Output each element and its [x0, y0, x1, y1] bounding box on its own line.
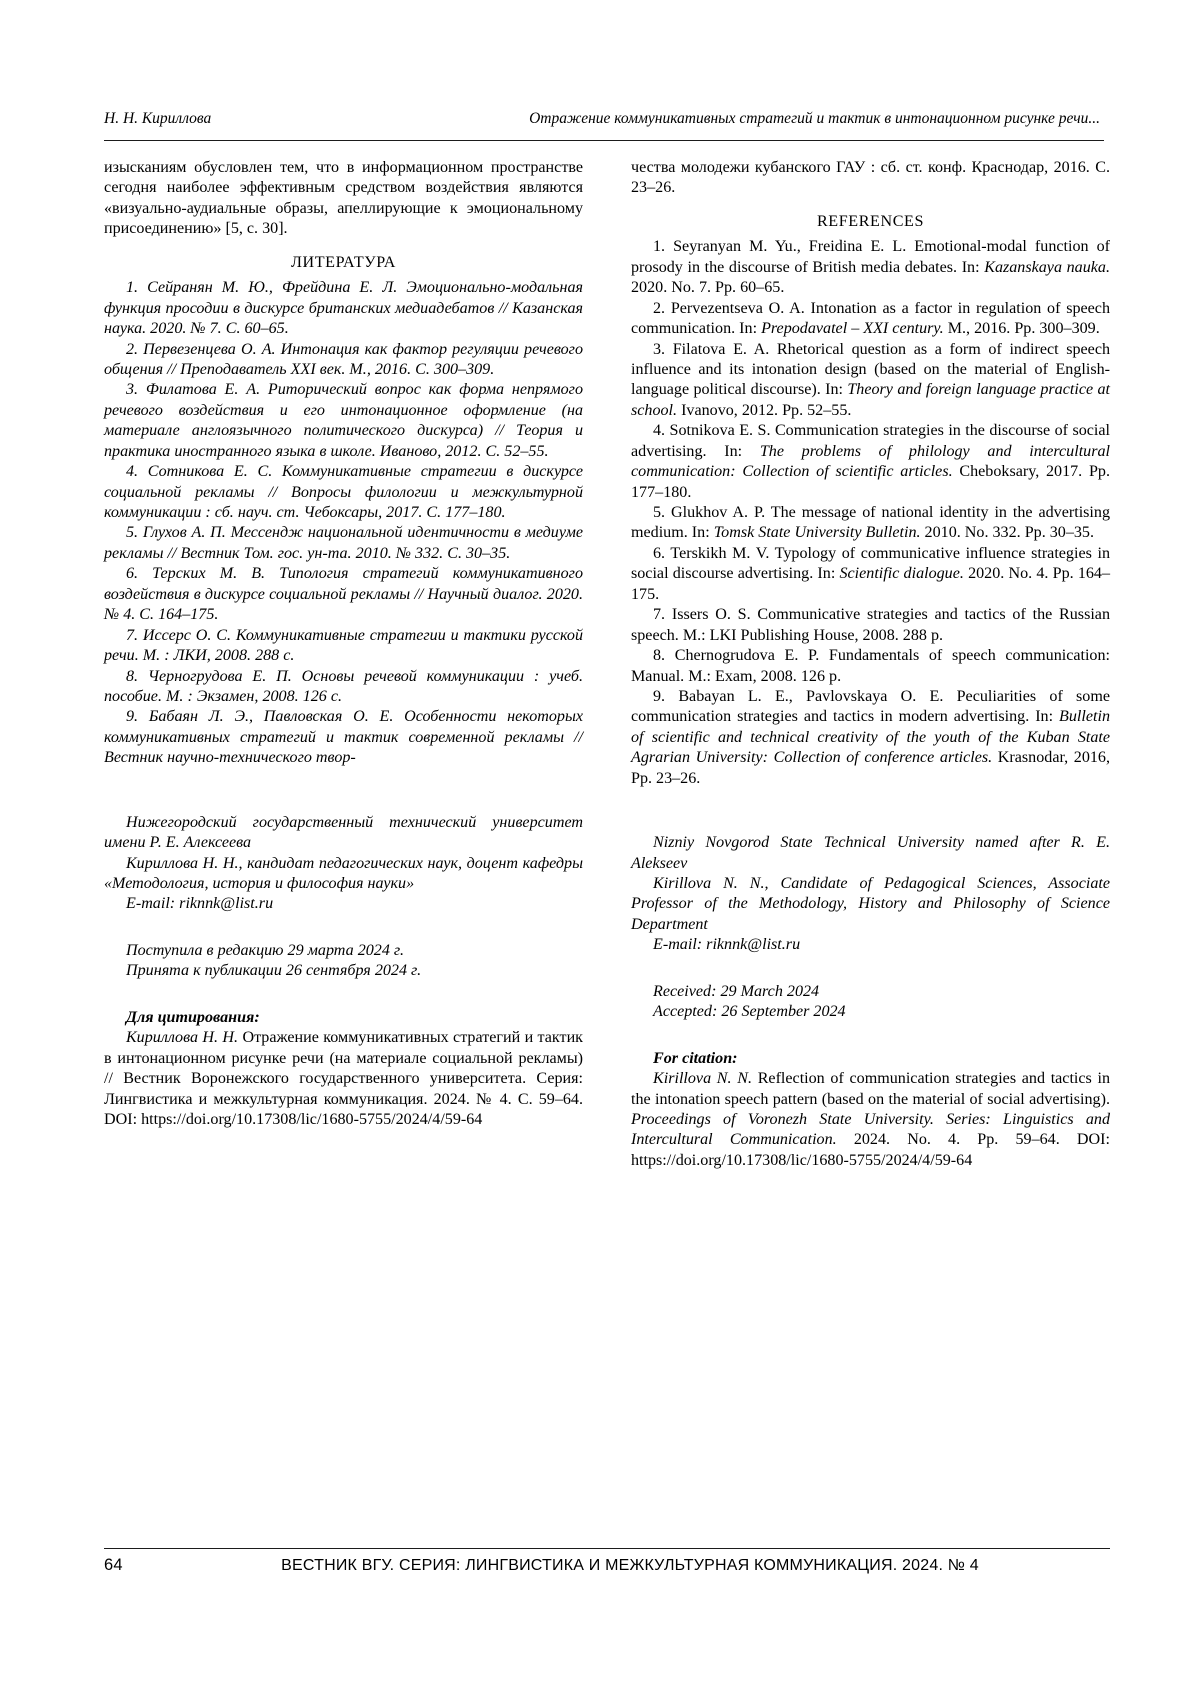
reference-item: [631, 646, 1110, 687]
reference-number: 8.: [653, 647, 675, 665]
reference-item: [631, 687, 1110, 789]
header-rule: [104, 140, 1104, 141]
reference-tail: Cheboksary, 2017. Pp. 177–180.: [631, 463, 1110, 501]
reference-item: [631, 340, 1110, 422]
references-heading-en: REFERENCES: [816, 212, 925, 230]
right-affiliation-block: [631, 833, 1110, 956]
reference-tail: 2020. No. 4. Pp. 164–175.: [631, 565, 1111, 603]
left-dates-block: [104, 941, 583, 982]
reference-item: 3. Филатова Е. А. Риторический вопрос как форма непрямого речевого воздействия и его интонационное оформление (на материале англоязычного политического дискурса) // Теория и практика иностранного языка в школе. Иваново, 2012. С. 52–55.: [104, 381, 583, 460]
citation-body-en-2: 2024. No. 4. Pp. 59–64. DOI: https://doi.org/10.17308/lic/1680-5755/2024/4/59-64: [631, 1131, 1110, 1169]
reference-text: Pervezentseva O. A. Intonation as a factor in regulation of speech communication. In:: [631, 299, 1110, 338]
date-accepted: Accepted: 26 September 2024: [653, 1003, 846, 1021]
reference-text: Chernogrudova E. P. Fundamentals of speech communication: Manual. M.: Exam, 2008. 126 p.: [631, 647, 1111, 685]
reference-source: Bulletin of scientific and technical creativity of the youth of the Kuban State Agrarian University: Collection of conference articles.: [631, 708, 1110, 767]
date-received: Received: 29 March 2024: [653, 982, 820, 1000]
reference-number: 2.: [653, 299, 671, 317]
right-column: [631, 158, 1110, 1171]
page-footer: [104, 1556, 1110, 1575]
affiliation-author: Kirillova N. N., Candidate of Pedagogical Sciences, Associate Professor of the Methodology, History and Philosophy of Science Department: [631, 875, 1110, 933]
citation-text-ru: [104, 1028, 583, 1130]
reference-tail: Ivanovo, 2012. Pp. 52–55.: [677, 401, 852, 419]
reference-number: 3.: [653, 340, 673, 358]
reference-item: 9. Бабаян Л. Э., Павловская О. Е. Особенности некоторых коммуникативных стратегий и тактик современной рекламы // Вестник научно-технического твор-: [104, 708, 583, 767]
right-continuation-paragraph: чества молодежи кубанского ГАУ : сб. ст. конф. Краснодар, 2016. С. 23–26.: [631, 159, 1110, 197]
reference-number: 1.: [653, 238, 674, 256]
reference-item: 2. Первезенцева О. А. Интонация как фактор регуляции речевого общения // Преподаватель XXI век. М., 2016. С. 300–309.: [104, 340, 583, 378]
reference-tail: 2020. No. 7. Pp. 60–65.: [631, 279, 785, 297]
reference-source: Kazanskaya nauka.: [984, 258, 1110, 276]
reference-number: 5.: [653, 504, 672, 521]
reference-item: 8. Черногрудова Е. П. Основы речевой коммуникации : учеб. пособие. М. : Экзамен, 2008. 126 с.: [104, 667, 583, 705]
reference-source: Theory and foreign language practice at school.: [631, 381, 1110, 419]
citation-heading-en: For citation:: [653, 1049, 738, 1067]
right-dates-block: [631, 982, 1110, 1023]
affiliation-email: E-mail: riknnk@list.ru: [126, 895, 274, 913]
date-received: Поступила в редакцию 29 марта 2024 г.: [126, 941, 404, 959]
page-number: 64: [104, 1556, 123, 1574]
left-affiliation-block: [104, 813, 583, 915]
footer-journal-line: ВЕСТНИК ВГУ. СЕРИЯ: ЛИНГВИСТИКА И МЕЖКУЛЬТУРНАЯ КОММУНИКАЦИЯ. 2024. № 4: [281, 1557, 979, 1574]
citation-author-ru: Кириллова Н. Н.: [126, 1029, 239, 1047]
reference-text: Babayan L. E., Pavlovskaya O. E. Peculiarities of some communication strategies and tactics in modern advertising. In:: [631, 687, 1111, 726]
reference-number: 6.: [653, 544, 671, 562]
reference-item: [631, 544, 1110, 605]
reference-item: 5. Глухов А. П. Мессендж национальной идентичности в медиуме рекламы // Вестник Том. гос. ун-та. 2010. № 332. С. 30–35.: [104, 524, 583, 562]
header-running-title: Отражение коммуникативных стратегий и тактик в интонационном рисунке речи...: [529, 110, 1100, 127]
reference-number: 7.: [653, 606, 672, 624]
reference-text: Sotnikova E. S. Communication strategies in the discourse of social advertising. In:: [631, 422, 1110, 460]
reference-text: Glukhov A. P. The message of national identity in the advertising medium. In:: [631, 504, 1111, 542]
reference-text: Issers O. S. Communicative strategies and tactics of the Russian speech. M.: LKI Publishing House, 2008. 288 p.: [631, 606, 1110, 644]
citation-author-en: Kirillova N. N.: [653, 1070, 753, 1088]
affiliation-institution: Nizniy Novgorod State Technical University named after R. E. Alekseev: [631, 834, 1110, 872]
reference-item: 4. Сотникова Е. С. Коммуникативные стратегии в дискурсе социальной рекламы // Вопросы филологии и межкультурной коммуникации : сб. науч. ст. Чебоксары, 2017. С. 177–180.: [104, 463, 583, 521]
left-continuation-paragraph: изысканиям обусловлен тем, что в информационном пространстве сегодня наиболее эффективным средством воздействия являются «визуально-аудиальные образы, апеллирующие к эмоциональному присоединению» [5, с. 30].: [104, 159, 583, 238]
reference-number: 9.: [653, 687, 679, 705]
affiliation-institution: Нижегородский государственный технический университет имени Р. Е. Алексеева: [104, 813, 583, 852]
reference-item: 1. Сейранян М. Ю., Фрейдина Е. Л. Эмоционально-модальная функция просодии в дискурсе британских медиадебатов // Казанская наука. 2020. № 7. С. 60–65.: [104, 279, 583, 338]
affiliation-author: Кириллова Н. Н., кандидат педагогических наук, доцент кафедры «Методология, история и философия науки»: [104, 854, 583, 892]
reference-source: The problems of philology and intercultural communication: Collection of scientific articles.: [631, 442, 1110, 481]
reference-tail: 2010. No. 332. Pp. 30–35.: [920, 524, 1094, 542]
right-citation-block: [631, 1049, 1110, 1172]
citation-source-en: Proceedings of Voronezh State University. Series: Linguistics and Intercultural Communication.: [631, 1110, 1110, 1149]
references-heading-ru: ЛИТЕРАТУРА: [290, 253, 397, 271]
citation-heading-ru: Для цитирования:: [126, 1008, 260, 1026]
reference-text: Seyranyan M. Yu., Freidina E. L. Emotional-modal function of prosody in the discourse of British media debates. In:: [631, 238, 1111, 276]
date-accepted: Принята к публикации 26 сентября 2024 г.: [126, 962, 422, 980]
reference-source: Prepodavatel – XXI century.: [761, 320, 944, 338]
reference-item: [631, 237, 1110, 298]
reference-tail: M., 2016. Pp. 300–309.: [943, 320, 1100, 338]
citation-body-ru: Отражение коммуникативных стратегий и тактик в интонационном рисунке речи (на материале социальной рекламы) // Вестник Воронежского государственного университета. Серия: Лингвистика и межкультурная коммуникация. 2024. № 4. С. 59–64. DOI: https://doi.org/10.17308/lic/1680-5755/2024/4/59-64: [104, 1029, 584, 1128]
reference-text: Terskikh M. V. Typology of communicative influence strategies in social discourse advertising. In:: [631, 544, 1110, 583]
reference-source: Tomsk State University Bulletin.: [713, 524, 921, 542]
affiliation-email: E-mail: riknnk@list.ru: [653, 936, 801, 954]
reference-item: 6. Терских М. В. Типология стратегий коммуникативного воздействия в дискурсе социальной рекламы // Научный диалог. 2020. № 4. С. 164–175.: [104, 565, 583, 624]
reference-item: [631, 299, 1110, 340]
header-author: Н. Н. Кириллова: [104, 110, 212, 127]
reference-tail: Krasnodar, 2016, Pp. 23–26.: [631, 749, 1110, 787]
reference-text: Filatova E. A. Rhetorical question as a form of indirect speech influence and its intonation design (based on the material of English-language political discourse). In:: [631, 340, 1111, 399]
reference-number: 4.: [653, 422, 670, 440]
reference-item: [631, 605, 1110, 646]
reference-source: Scientific dialogue.: [839, 565, 964, 583]
citation-body-en-1: Reflection of communication strategies and tactics in the intonation speech pattern (based on the material of social advertising).: [631, 1070, 1110, 1108]
left-citation-block: [104, 1008, 583, 1131]
running-header: [104, 110, 1104, 128]
reference-item: [631, 503, 1110, 544]
footer-rule: [104, 1548, 1110, 1549]
left-column: [104, 158, 583, 1171]
two-column-body: [104, 158, 1110, 1171]
reference-item: 7. Иссерс О. С. Коммуникативные стратегии и тактики русской речи. М. : ЛКИ, 2008. 288 с.: [104, 626, 583, 665]
reference-item: [631, 421, 1110, 503]
citation-text-en: [631, 1069, 1110, 1171]
